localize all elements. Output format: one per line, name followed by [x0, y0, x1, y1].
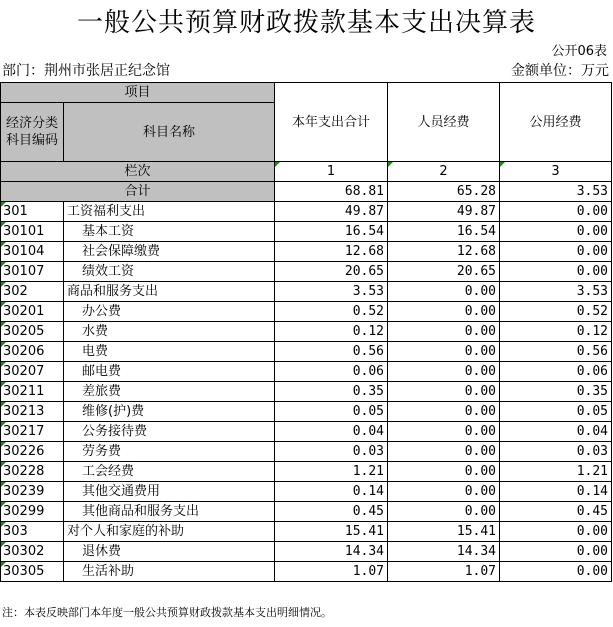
footnote: 注：本表反映部门本年度一般公共预算财政拨款基本支出明细情况。 [2, 606, 332, 619]
table-row [1, 382, 612, 402]
cell-marker [1, 402, 6, 407]
row-code: 30217 [1, 422, 64, 442]
form-number: 公开06表 [551, 44, 607, 59]
unit-label: 金额单位：万元 [511, 63, 609, 79]
row-value-2: 0.00 [388, 502, 500, 522]
row-value-1: 49.87 [275, 202, 388, 222]
table-row [1, 422, 612, 442]
total-column-header: 本年支出合计 [275, 83, 388, 162]
row-code: 30201 [1, 302, 64, 322]
cell-marker [1, 442, 6, 447]
name-column-header: 科目名称 [64, 103, 275, 162]
row-value-1: 1.21 [275, 462, 388, 482]
total-row [1, 182, 612, 202]
row-value-1: 20.65 [275, 262, 388, 282]
row-code: 30206 [1, 342, 64, 362]
row-code: 30305 [1, 562, 64, 582]
cell-marker [1, 542, 6, 547]
row-value-3: 0.45 [500, 502, 612, 522]
row-value-3: 0.00 [500, 242, 612, 262]
row-value-2: 0.00 [388, 442, 500, 462]
cell-marker [1, 362, 6, 367]
row-value-1: 0.03 [275, 442, 388, 462]
table-row [1, 282, 612, 302]
code-column-header: 经济分类科目编码 [1, 103, 64, 162]
row-name: 生活补助 [64, 562, 275, 582]
row-value-3: 0.00 [500, 202, 612, 222]
row-value-2: 0.00 [388, 382, 500, 402]
row-value-3: 0.04 [500, 422, 612, 442]
row-code: 30104 [1, 242, 64, 262]
row-value-2: 0.00 [388, 322, 500, 342]
row-value-3: 0.03 [500, 442, 612, 462]
table-row [1, 342, 612, 362]
row-value-1: 0.04 [275, 422, 388, 442]
total-value-3: 3.53 [500, 182, 612, 202]
row-value-3: 0.00 [500, 262, 612, 282]
row-code: 30302 [1, 542, 64, 562]
row-value-2: 16.54 [388, 222, 500, 242]
column-number-row [1, 162, 612, 182]
budget-table [0, 82, 612, 582]
row-label: 栏次 [1, 162, 275, 182]
department-label: 部门：荆州市张居正纪念馆 [2, 63, 170, 79]
row-code: 30239 [1, 482, 64, 502]
table-row [1, 242, 612, 262]
row-value-1: 1.07 [275, 562, 388, 582]
cell-marker [1, 202, 6, 207]
cell-marker [1, 482, 6, 487]
table-row [1, 542, 612, 562]
total-label: 合计 [1, 182, 275, 202]
row-name: 对个人和家庭的补助 [64, 522, 275, 542]
row-value-1: 12.68 [275, 242, 388, 262]
table-row [1, 202, 612, 222]
cell-marker [1, 282, 6, 287]
cell-marker [1, 522, 6, 527]
row-value-3: 3.53 [500, 282, 612, 302]
row-code: 30226 [1, 442, 64, 462]
cell-marker [1, 222, 6, 227]
row-code: 30228 [1, 462, 64, 482]
row-name: 其他商品和服务支出 [64, 502, 275, 522]
personnel-column-header: 人员经费 [388, 83, 500, 162]
cell-marker [1, 462, 6, 467]
row-value-1: 3.53 [275, 282, 388, 302]
table-row [1, 562, 612, 582]
row-name: 水费 [64, 322, 275, 342]
cell-marker [1, 302, 6, 307]
row-value-2: 49.87 [388, 202, 500, 222]
row-value-2: 0.00 [388, 302, 500, 322]
row-value-2: 0.00 [388, 362, 500, 382]
page-title: 一般公共预算财政拨款基本支出决算表 [76, 8, 536, 38]
row-value-3: 1.21 [500, 462, 612, 482]
row-name: 劳务费 [64, 442, 275, 462]
column-number-3: 3 [500, 162, 612, 182]
row-name: 商品和服务支出 [64, 282, 275, 302]
total-value-1: 68.81 [275, 182, 388, 202]
row-value-2: 14.34 [388, 542, 500, 562]
row-value-3: 0.00 [500, 542, 612, 562]
row-value-1: 0.14 [275, 482, 388, 502]
row-value-3: 0.35 [500, 382, 612, 402]
row-code: 30107 [1, 262, 64, 282]
row-value-2: 0.00 [388, 282, 500, 302]
row-name: 邮电费 [64, 362, 275, 382]
cell-marker [1, 322, 6, 327]
row-code: 30211 [1, 382, 64, 402]
row-value-3: 0.14 [500, 482, 612, 502]
table-row [1, 302, 612, 322]
row-value-2: 1.07 [388, 562, 500, 582]
row-name: 其他交通费用 [64, 482, 275, 502]
row-value-2: 15.41 [388, 522, 500, 542]
cell-marker [1, 382, 6, 387]
column-number-2: 2 [388, 162, 500, 182]
row-code: 30299 [1, 502, 64, 522]
row-code: 30213 [1, 402, 64, 422]
row-value-1: 0.45 [275, 502, 388, 522]
row-name: 维修(护)费 [64, 402, 275, 422]
row-value-1: 14.34 [275, 542, 388, 562]
row-name: 办公费 [64, 302, 275, 322]
row-value-3: 0.05 [500, 402, 612, 422]
row-value-1: 0.35 [275, 382, 388, 402]
row-value-3: 0.00 [500, 222, 612, 242]
column-number-1: 1 [275, 162, 388, 182]
row-name: 基本工资 [64, 222, 275, 242]
header-row-project [1, 83, 612, 103]
row-value-2: 0.00 [388, 482, 500, 502]
row-code: 302 [1, 282, 64, 302]
row-code: 30205 [1, 322, 64, 342]
row-value-2: 12.68 [388, 242, 500, 262]
table-row [1, 442, 612, 462]
row-value-3: 0.56 [500, 342, 612, 362]
table-row [1, 502, 612, 522]
row-name: 绩效工资 [64, 262, 275, 282]
row-value-1: 0.12 [275, 322, 388, 342]
row-value-2: 0.00 [388, 342, 500, 362]
table-row [1, 362, 612, 382]
row-name: 工资福利支出 [64, 202, 275, 222]
row-code: 30207 [1, 362, 64, 382]
total-value-2: 65.28 [388, 182, 500, 202]
cell-marker [1, 342, 6, 347]
cell-marker [1, 242, 6, 247]
row-value-3: 0.12 [500, 322, 612, 342]
row-value-2: 20.65 [388, 262, 500, 282]
row-value-3: 0.00 [500, 522, 612, 542]
row-name: 社会保障缴费 [64, 242, 275, 262]
table-row [1, 402, 612, 422]
row-name: 差旅费 [64, 382, 275, 402]
row-value-2: 0.00 [388, 402, 500, 422]
row-value-2: 0.00 [388, 422, 500, 442]
row-name: 公务接待费 [64, 422, 275, 442]
row-name: 退休费 [64, 542, 275, 562]
row-value-1: 0.52 [275, 302, 388, 322]
table-row [1, 262, 612, 282]
table-row [1, 462, 612, 482]
row-name: 工会经费 [64, 462, 275, 482]
row-code: 301 [1, 202, 64, 222]
cell-marker [1, 262, 6, 267]
cell-marker [1, 422, 6, 427]
row-value-3: 0.52 [500, 302, 612, 322]
table-row [1, 482, 612, 502]
row-value-3: 0.06 [500, 362, 612, 382]
row-value-1: 15.41 [275, 522, 388, 542]
row-name: 电费 [64, 342, 275, 362]
table-row [1, 322, 612, 342]
row-value-1: 0.56 [275, 342, 388, 362]
row-value-1: 0.05 [275, 402, 388, 422]
cell-marker [1, 562, 6, 567]
row-value-3: 0.00 [500, 562, 612, 582]
project-header: 项目 [1, 83, 275, 103]
row-value-1: 0.06 [275, 362, 388, 382]
cell-marker [1, 502, 6, 507]
table-row [1, 222, 612, 242]
row-value-2: 0.00 [388, 462, 500, 482]
public-column-header: 公用经费 [500, 83, 612, 162]
row-code: 303 [1, 522, 64, 542]
table-row [1, 522, 612, 542]
row-value-1: 16.54 [275, 222, 388, 242]
row-code: 30101 [1, 222, 64, 242]
